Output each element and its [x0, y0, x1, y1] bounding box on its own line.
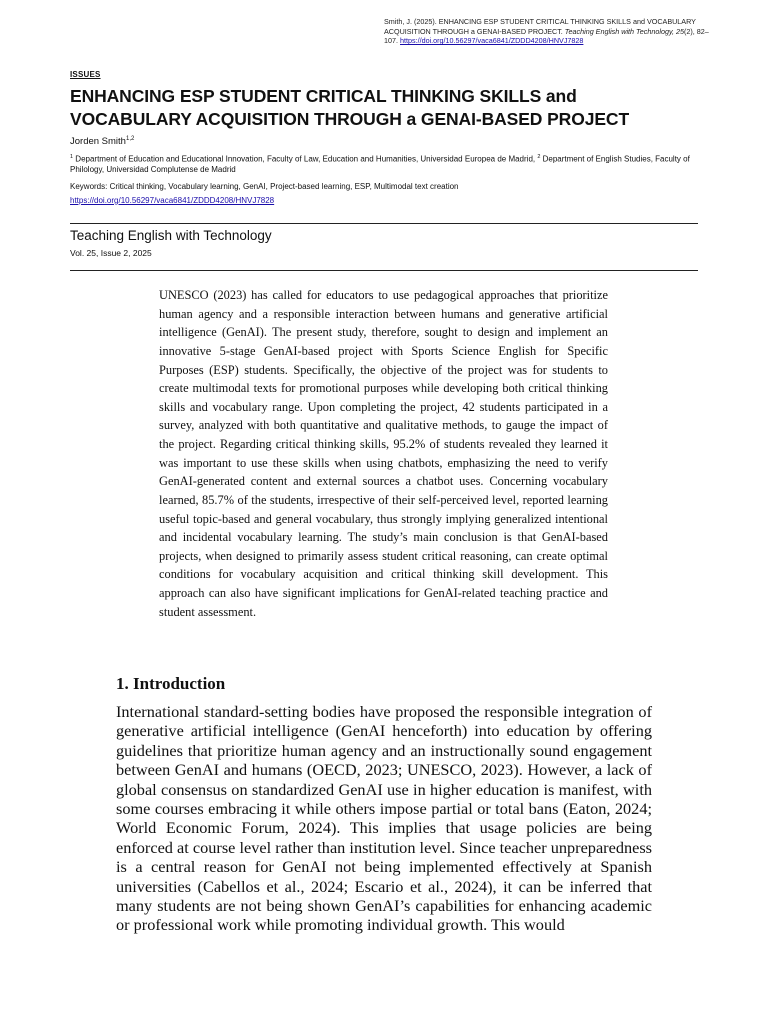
citation-issue: (2), 82–107. [384, 26, 709, 45]
citation-doi-link[interactable]: https://doi.org/10.56297/vaca6841/ZDDD4208/HNVJ7828 [400, 36, 584, 45]
author-affil-marks: 1,2 [125, 136, 135, 142]
affil-mark-2: 2 [537, 154, 541, 161]
article-header [70, 70, 698, 205]
author [70, 136, 698, 147]
divider-top [70, 223, 698, 224]
introduction-paragraph: International standard-setting bodies have proposed the responsible integration of generative artificial intelligence (GenAI henceforth) into education by offering guidelines that prioritize human agency and an instructionally sound engagement between GenAI and humans (OECD, 2023; UNESCO, 2023). However, a lack of global consensus on standardized GenAI use in higher education is manifest, with some courses embracing it while others impose partial or total bans (Eaton, 2024; World Economic Forum, 2024). This implies that usage policies are being enforced at course level rather than institution level. Since teacher unpreparedness is a central reason for GenAI not being implemented effectively at Spanish universities (Cabellos et al., 2024; Escario et al., 2024), it can be inferred that many students are not being shown GenAI’s capabilities for enhancing academic or professional work while promoting individual growth. This would [116, 702, 652, 935]
citation-text: Smith, J. (2025). ENHANCING ESP STUDENT CRITICAL THINKING SKILLS and VOCABULARY ACQUISITION THROUGH a GENAI-BASED PROJECT. [384, 17, 696, 36]
section-tag: ISSUES [70, 70, 101, 79]
abstract: UNESCO (2023) has called for educators to use pedagogical approaches that prioritize human agency and a responsible interaction between humans and generative artificial intelligence (GenAI). The present study, therefore, sought to design and implement an innovative 5-stage GenAI-based project with Sports Science English for Specific Purposes (ESP) students. Specifically, the objective of the project was for students to create multimodal texts for promotional purposes while developing both critical thinking skills and vocabulary range. Upon completing the project, 42 students participated in a survey, analyzed with both quantitative and qualitative methods, to gauge the impact of the project. Regarding critical thinking skills, 95.2% of students revealed they learned it was important to use these skills when using chatbots, emphasizing the need to verify GenAI-generated content and external sources a chatbot uses. Concerning vocabulary learned, 85.7% of the students, irrespective of their self-perceived level, reported learning useful topic-based and general vocabulary, thus strongly implying generalized intentional and incidental vocabulary learning. The study’s main conclusion is that GenAI-based projects, when designed to primarily assess student critical reasoning, can create optimal conditions for vocabulary acquisition and critical thinking skill development. This approach can also have significant implications for GenAI-related teaching practice and student assessment. [159, 288, 608, 619]
article-title: ENHANCING ESP STUDENT CRITICAL THINKING SKILLS and VOCABULARY ACQUISITION THROUGH a GENAI-BASED PROJECT [70, 86, 630, 129]
affil-mark-1: 1 [70, 154, 74, 161]
author-name: Jorden Smith [70, 136, 126, 148]
section-heading-introduction: 1. Introduction [116, 674, 226, 693]
journal-block [70, 228, 698, 258]
affiliations [70, 152, 698, 176]
affil-text-1: Department of Education and Educational Innovation, Faculty of Law, Education and Humanities, Universidad Europea de Madrid, [73, 154, 538, 164]
keywords: Keywords: Critical thinking, Vocabulary learning, GenAI, Project-based learning, ESP, Multimodal text creation [70, 181, 459, 191]
journal-name: Teaching English with Technology [70, 228, 272, 243]
divider-bottom [70, 270, 698, 271]
citation-journal: Teaching English with Technology, 25 [564, 26, 684, 36]
doi-link[interactable]: https://doi.org/10.56297/vaca6841/ZDDD4208/HNVJ7828 [70, 195, 275, 205]
journal-volume: Vol. 25, Issue 2, 2025 [70, 248, 152, 258]
affil-text-2: Department of English Studies, Faculty of Philology, Universidad Complutense de Madrid [70, 154, 690, 175]
citation-header [384, 17, 714, 46]
